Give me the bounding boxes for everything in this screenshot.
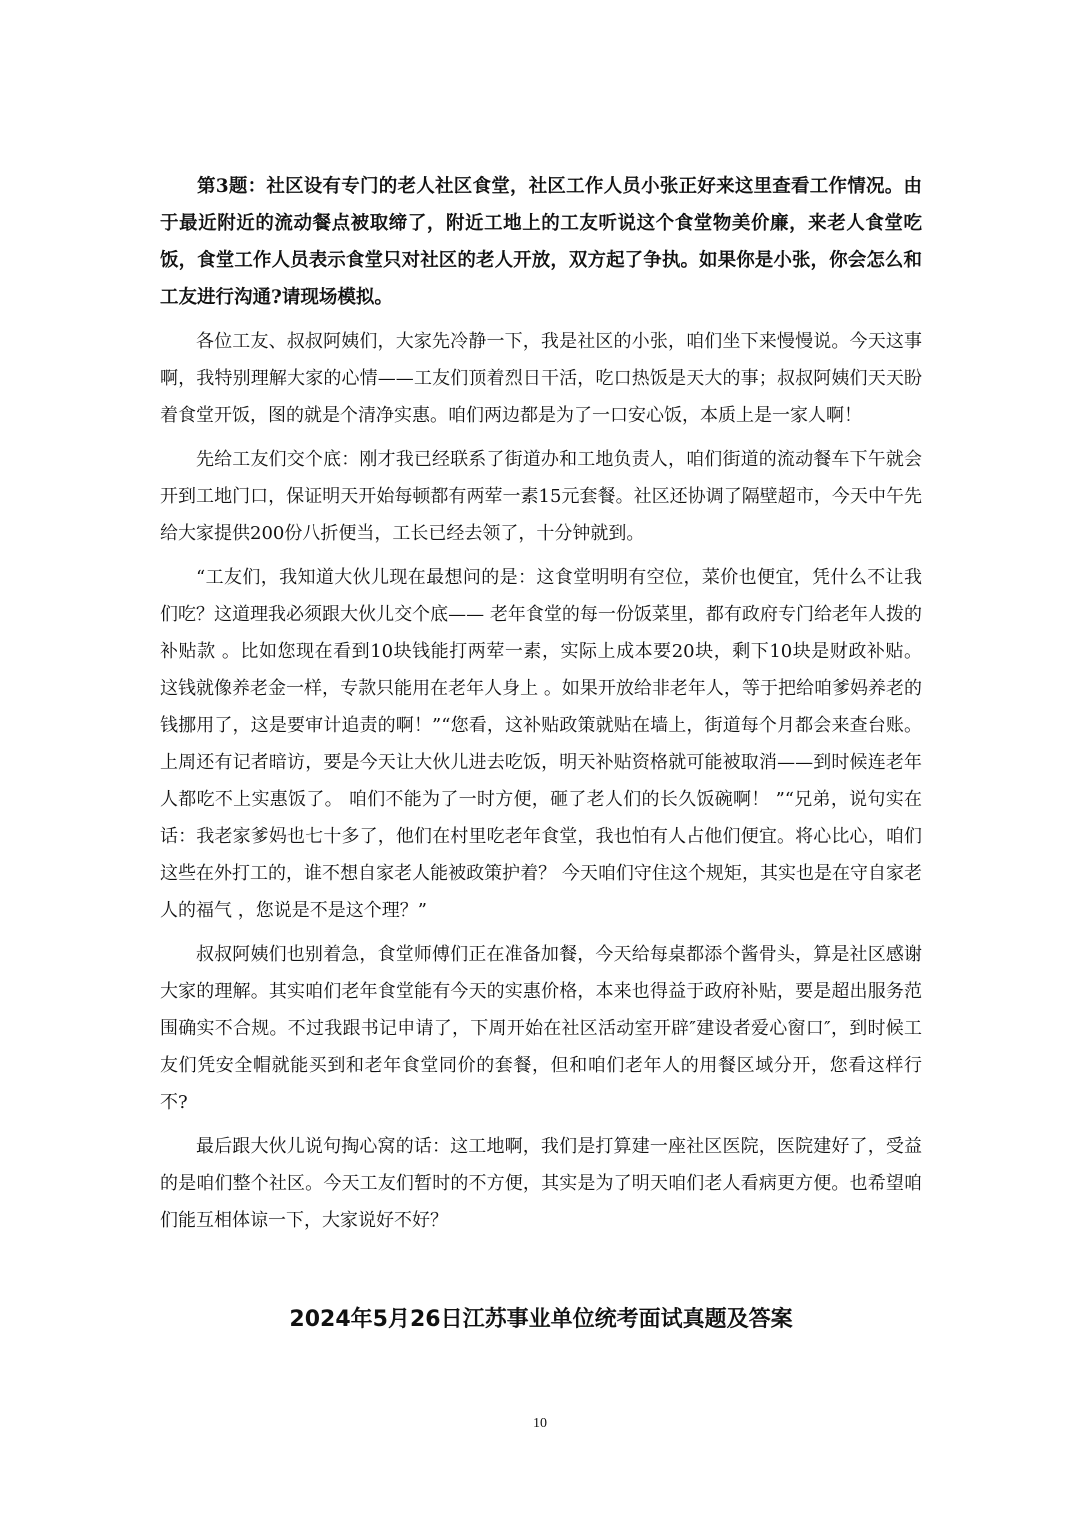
page-number: 10 xyxy=(533,1416,547,1431)
section-heading: 2024年5月26日江苏事业单位统考面试真题及答案 xyxy=(289,1307,793,1332)
answer-paragraph-1: 各位工友、叔叔阿姨们，大家先冷静一下，我是社区的小张，咱们坐下来慢慢说。今天这事啊，我特别理解大家的心情——工友们顶着烈日干活，吃口热饭是天大的事；叔叔阿姨们天天盼着食堂开饭，图的就是个清净实惠。咱们两边都是为了一口安心饭，本质上是一家人啊！ xyxy=(160,331,922,426)
question-paragraph: 第3题：社区设有专门的老人社区食堂，社区工作人员小张正好来这里查看工作情况。由于最近附近的流动餐点被取缔了，附近工地上的工友听说这个食堂物美价廉，来老人食堂吃饭，食堂工作人员表示食堂只对社区的老人开放，双方起了争执。如果你是小张，你会怎么和工友进行沟通?请现场模拟。 xyxy=(160,176,922,308)
answer-paragraph-5: 最后跟大伙儿说句掏心窝的话：这工地啊，我们是打算建一座社区医院，医院建好了，受益的是咱们整个社区。今天工友们暂时的不方便，其实是为了明天咱们老人看病更方便。也希望咱们能互相体谅一下，大家说好不好？ xyxy=(160,1136,922,1231)
answer-paragraph-2: 先给工友们交个底：刚才我已经联系了街道办和工地负责人，咱们街道的流动餐车下午就会开到工地门口，保证明天开始每顿都有两荤一素15元套餐。社区还协调了隔壁超市，今天中午先给大家提供200份八折便当，工长已经去领了，十分钟就到。 xyxy=(160,449,922,544)
document-body xyxy=(160,168,922,1246)
answer-paragraph-4: 叔叔阿姨们也别着急，食堂师傅们正在准备加餐，今天给每桌都添个酱骨头，算是社区感谢大家的理解。其实咱们老年食堂能有今天的实惠价格，本来也得益于政府补贴，要是超出服务范围确实不合规。不过我跟书记申请了，下周开始在社区活动室开辟″建设者爱心窗口″，到时候工友们凭安全帽就能买到和老年食堂同价的套餐，但和咱们老年人的用餐区域分开，您看这样行不? xyxy=(160,944,922,1113)
answer-paragraph-3: “工友们，我知道大伙儿现在最想问的是：这食堂明明有空位，菜价也便宜，凭什么不让我们吃？这道理我必须跟大伙儿交个底—— 老年食堂的每一份饭菜里，都有政府专门给老年人拨的补贴款 。比如您现在看到10块钱能打两荤一素，实际上成本要20块，剩下10块是财政补贴。 这钱就像养老金一样，专款只能用在老年人身上 。如果开放给非老年人，等于把给咱爹妈养老的钱挪用了，这是要审计追责的啊！”“您看，这补贴政策就贴在墙上，街道每个月都会来查台账。上周还有记者暗访，要是今天让大伙儿进去吃饭，明天补贴资格就可能被取消——到时候连老年人都吃不上实惠饭了。 咱们不能为了一时方便，砸了老人们的长久饭碗啊！ ”“兄弟，说句实在话：我老家爹妈也七十多了，他们在村里吃老年食堂，我也怕有人占他们便宜。将心比心，咱们这些在外打工的，谁不想自家老人能被政策护着？ 今天咱们守住这个规矩，其实也是在守自家老人的福气 ，您说是不是这个理？” xyxy=(160,567,922,921)
